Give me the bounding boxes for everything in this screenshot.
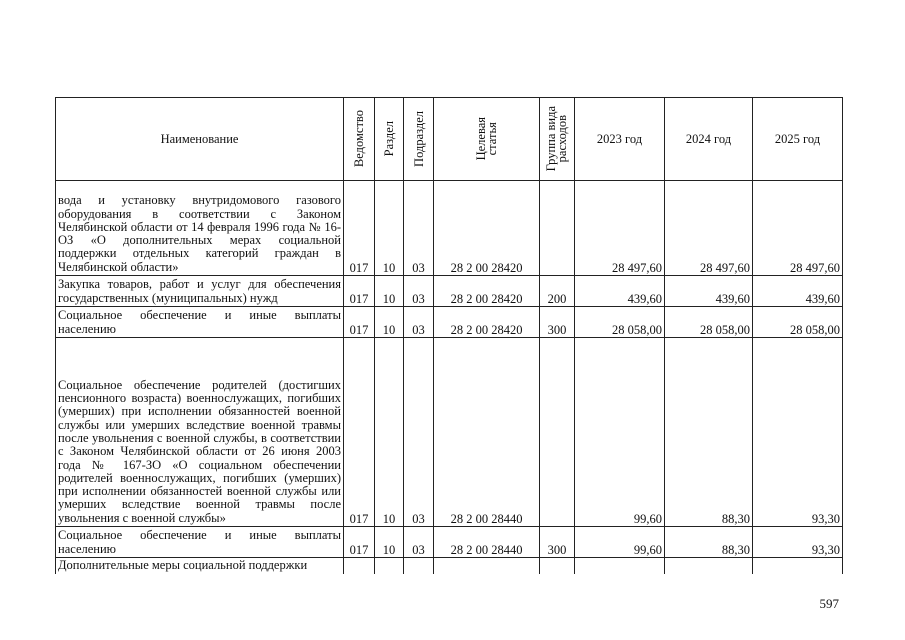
row-name: вода и установку внутридомового газового оборудования в соответствии с Законом Челябинской области от 14 февраля 1996 года № 16-ОЗ «О дополнительных мерах социальной поддержки отдельных категорий граждан в Челябинской области» — [56, 181, 344, 276]
header-section — [375, 98, 404, 181]
row-department: 017 — [344, 307, 375, 338]
row-section — [375, 558, 404, 575]
row-name: Социальное обеспечение родителей (достигших пенсионного возраста) военнослужащих, погибших (умерших) при исполнении обязанностей военной службы или умерших вследствие военной травмы после увольнения с военной службы, в соответствии с Законом Челябинской области от 26 июня 2003 года № 167-ЗО «О социальном обеспечении родителей военнослужащих, погибших (умерших) при исполнении обязанностей военной службы или умерших вследствие военной травмы после увольнения с военной службы» — [56, 338, 344, 527]
table-row — [56, 307, 843, 338]
row-section: 10 — [375, 276, 404, 307]
row-name: Дополнительные меры социальной поддержки — [56, 558, 344, 575]
row-target: 28 2 00 28420 — [434, 307, 540, 338]
row-section: 10 — [375, 181, 404, 276]
row-department: 017 — [344, 338, 375, 527]
row-subsection: 03 — [404, 181, 434, 276]
row-subsection — [404, 558, 434, 575]
row-department: 017 — [344, 276, 375, 307]
header-subsection-text: Подраздел — [411, 111, 426, 167]
header-2023 — [575, 98, 665, 181]
row-2023 — [575, 558, 665, 575]
row-section: 10 — [375, 527, 404, 558]
row-2025: 93,30 — [753, 338, 843, 527]
row-2025: 28 497,60 — [753, 181, 843, 276]
table-header-row — [56, 98, 843, 181]
row-subsection: 03 — [404, 276, 434, 307]
row-section: 10 — [375, 307, 404, 338]
budget-table — [55, 97, 843, 574]
header-expense-group — [540, 98, 575, 181]
row-department: 017 — [344, 527, 375, 558]
header-2023-text: 2023 год — [596, 131, 643, 146]
row-2024 — [665, 558, 753, 575]
row-2025 — [753, 558, 843, 575]
row-2023: 439,60 — [575, 276, 665, 307]
header-section-text: Раздел — [382, 121, 396, 157]
header-name — [56, 98, 344, 181]
row-subsection: 03 — [404, 338, 434, 527]
row-expense-group: 200 — [540, 276, 575, 307]
row-2023: 99,60 — [575, 527, 665, 558]
header-target — [434, 98, 540, 181]
table-row — [56, 276, 843, 307]
table-row — [56, 338, 843, 527]
header-department — [344, 98, 375, 181]
row-expense-group: 300 — [540, 307, 575, 338]
row-department: 017 — [344, 181, 375, 276]
table-row — [56, 527, 843, 558]
row-expense-group — [540, 181, 575, 276]
row-target: 28 2 00 28440 — [434, 338, 540, 527]
row-2025: 439,60 — [753, 276, 843, 307]
row-expense-group: 300 — [540, 527, 575, 558]
row-subsection: 03 — [404, 307, 434, 338]
header-subsection — [404, 98, 434, 181]
row-target: 28 2 00 28420 — [434, 276, 540, 307]
row-name: Социальное обеспечение и иные выплаты населению — [56, 527, 344, 558]
table-row — [56, 558, 843, 575]
row-2024: 88,30 — [665, 338, 753, 527]
row-2024: 28 058,00 — [665, 307, 753, 338]
row-2023: 99,60 — [575, 338, 665, 527]
row-2024: 439,60 — [665, 276, 753, 307]
header-name-text: Наименование — [160, 131, 239, 146]
row-name: Социальное обеспечение и иные выплаты населению — [56, 307, 344, 338]
row-2023: 28 497,60 — [575, 181, 665, 276]
row-2024: 28 497,60 — [665, 181, 753, 276]
header-2025-text: 2025 год — [774, 131, 821, 146]
header-department-text: Ведомство — [352, 110, 366, 168]
row-target: 28 2 00 28440 — [434, 527, 540, 558]
header-expense-group-text: Группа вида расходов — [544, 106, 569, 172]
row-subsection: 03 — [404, 527, 434, 558]
header-2025 — [753, 98, 843, 181]
header-2024 — [665, 98, 753, 181]
row-section: 10 — [375, 338, 404, 527]
row-2023: 28 058,00 — [575, 307, 665, 338]
row-name: Закупка товаров, работ и услуг для обеспечения государственных (муниципальных) нужд — [56, 276, 344, 307]
row-expense-group — [540, 558, 575, 575]
row-department — [344, 558, 375, 575]
row-2025: 93,30 — [753, 527, 843, 558]
page-number: 597 — [819, 596, 839, 611]
row-target — [434, 558, 540, 575]
row-2025: 28 058,00 — [753, 307, 843, 338]
row-target: 28 2 00 28420 — [434, 181, 540, 276]
table-row — [56, 181, 843, 276]
header-2024-text: 2024 год — [685, 131, 732, 146]
row-expense-group — [540, 338, 575, 527]
header-target-text: Целевая статья — [473, 117, 499, 161]
row-2024: 88,30 — [665, 527, 753, 558]
